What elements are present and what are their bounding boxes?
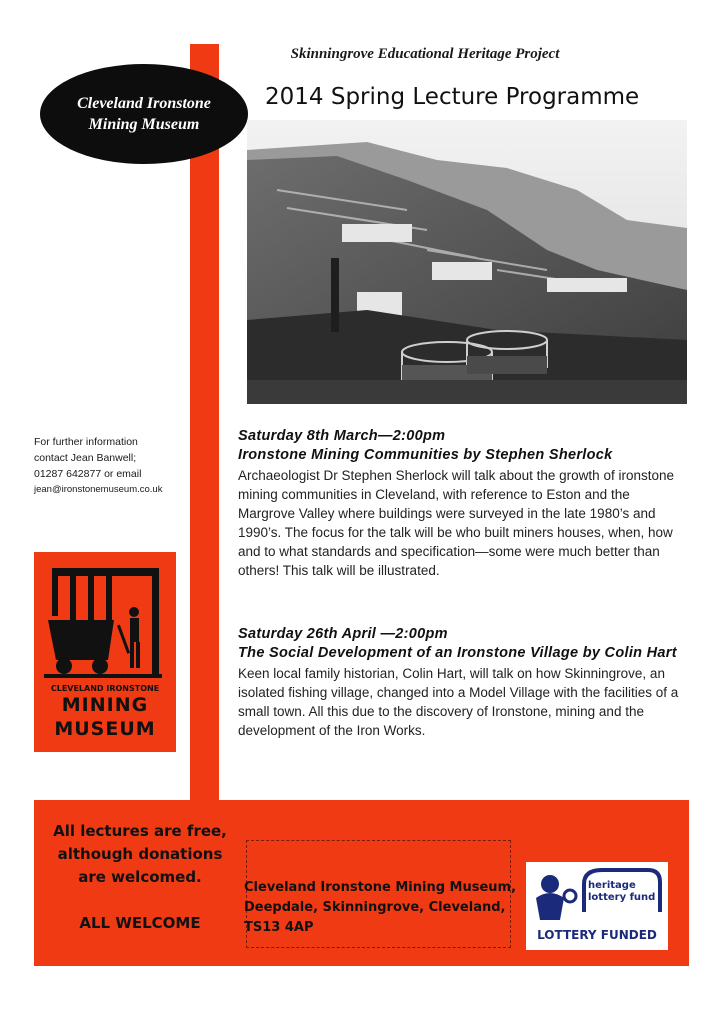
- headframe-miner-icon: [34, 552, 176, 682]
- address-line2: Deepdale, Skinningrove, Cleveland,: [244, 900, 506, 915]
- logo-subtitle: CLEVELAND IRONSTONE: [50, 684, 160, 693]
- event-title: The Social Development of an Ironstone Village by Colin Hart: [238, 645, 677, 661]
- museum-name-oval: [40, 64, 248, 164]
- free-line1: All lectures are free,: [53, 822, 227, 840]
- museum-address: [244, 878, 524, 938]
- logo-title-museum: MUSEUM: [54, 718, 156, 740]
- all-welcome: ALL WELCOME: [79, 914, 201, 932]
- lecture-event: [238, 427, 688, 580]
- address-line1: Cleveland Ironstone Mining Museum,: [244, 880, 517, 895]
- contact-email[interactable]: jean@ironstonemuseum.co.uk: [34, 484, 163, 495]
- logo-title-mining: MINING: [61, 694, 149, 716]
- lecture-event: [238, 625, 688, 740]
- free-line3: are welcomed.: [78, 868, 202, 886]
- lottery-funded-label: LOTTERY FUNDED: [537, 928, 657, 942]
- project-title: Skinningrove Educational Heritage Project: [290, 46, 560, 62]
- event-date: Saturday 8th March—2:00pm: [238, 428, 446, 444]
- event-date: Saturday 26th April —2:00pm: [238, 626, 448, 642]
- footer-panel: [34, 800, 689, 966]
- free-line2: although donations: [57, 845, 223, 863]
- museum-logo: [34, 552, 176, 752]
- contact-info: [34, 434, 194, 498]
- event-description: Archaeologist Dr Stephen Sherlock will talk about the growth of ironstone mining communities in Cleveland, with reference to Eston and the Margrove Valley where buildings were surveyed in the late 1980’s and 1990’s. The focus for the talk will be who built miners houses, when, how and to what standards and specification—some were much better than others! This talk will be illustrated.: [238, 468, 674, 578]
- event-title: Ironstone Mining Communities by Stephen Sherlock: [238, 447, 613, 463]
- contact-line3: 01287 642877 or email: [34, 468, 142, 480]
- museum-name-line1: Cleveland Ironstone: [77, 95, 211, 112]
- lottery-logo: [526, 862, 668, 950]
- free-lectures-note: [50, 820, 230, 889]
- programme-title: 2014 Spring Lecture Programme: [265, 84, 640, 110]
- event-description: Keen local family historian, Colin Hart, will talk on how Skinningrove, an isolated fishing village, changed into a Model Village with the facilities of a small town. All this due to the discovery of Ironstone, mining and the development of the Iron Works.: [238, 666, 679, 738]
- lottery-word-fund: lottery fund: [588, 892, 656, 903]
- contact-line2: contact Jean Banwell;: [34, 452, 137, 464]
- museum-name-line2: Mining Museum: [88, 116, 200, 133]
- address-line3: TS13 4AP: [244, 920, 314, 935]
- skinningrove-photo: [247, 120, 687, 404]
- lottery-word-heritage: heritage: [588, 880, 636, 891]
- contact-line1: For further information: [34, 436, 138, 448]
